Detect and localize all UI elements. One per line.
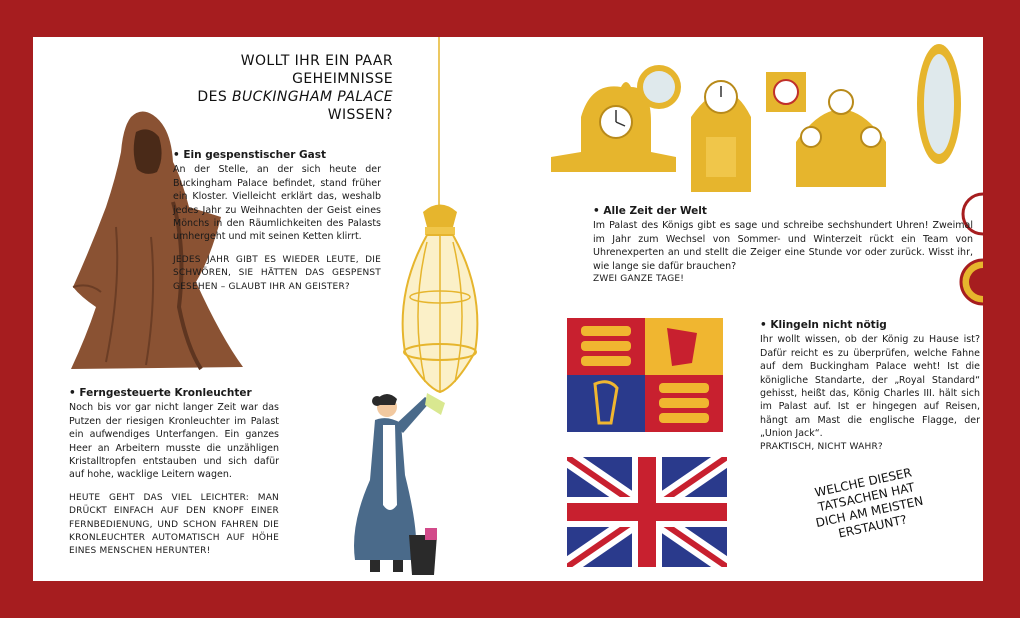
title-line-2: DES BUCKINGHAM PALACE WISSEN?	[197, 89, 393, 123]
royal-standard-flag	[567, 318, 723, 432]
clocks-section	[593, 205, 973, 286]
clocks-caps: ZWEI GANZE TAGE!	[593, 274, 685, 285]
maid-illustration	[345, 385, 455, 580]
flags-body: Ihr wollt wissen, ob der König zu Hause ist? Dafür reicht es zu überprüfen, welche Fahne auf dem Buckingham Palace weht! Ist die königliche Standarte, der „Royal Standard“ gehisst, heißt das, König Charles III. hält sich im Palast auf. Ist er hingegen auf Reisen, hängt am Mast die englische Flagge, der „Union Jack“.	[760, 334, 980, 440]
book-spread	[33, 37, 983, 581]
chandelier-heading: • Ferngesteuerte Kronleuchter	[69, 387, 252, 399]
flags-caps: PRAKTISCH, NICHT WAHR?	[760, 441, 883, 452]
ghost-body: An der Stelle, an der sich heute der Buckingham Palace befindet, stand früher ein Kloster. Vielleicht erklärt das, weshalb jedes Jahr zu Weihnachten der Geist eines Mönchs in den Räumlichkeiten des Palasts umhergeht und mit seinen Ketten klirrt.	[173, 164, 381, 243]
clocks-heading: • Alle Zeit der Welt	[593, 205, 707, 217]
ghost-section	[173, 149, 381, 294]
clocks-illustration	[541, 42, 961, 227]
ghost-heading: • Ein gespenstischer Gast	[173, 149, 327, 161]
title-line-1: WOLLT IHR EIN PAAR GEHEIMNISSE	[240, 53, 393, 87]
chandelier-caps: HEUTE GEHT DAS VIEL LEICHTER: MAN DRÜCKT EINFACH AUF DEN KNOPF EINER FERNBEDIENUNG, UND SCHON FAHREN DIE KRONLEUCHTER AUTOMATISCH AUF HÖHE EINES MENSCHEN HERUNTER!	[69, 492, 279, 557]
chandelier-chain	[435, 37, 443, 207]
chandelier-body: Noch bis vor gar nicht langer Zeit war das Putzen der riesigen Kronleuchter im Palast ein aufwendiges Unterfangen. Ein ganzes Heer an Arbeitern musste die unzähligen Kristalltropfen entstauben und sich dafür auf hohe, wacklige Leitern wagen.	[69, 402, 279, 481]
flags-section	[760, 319, 980, 454]
title-italic: BUCKINGHAM PALACE	[231, 89, 393, 105]
chandelier-illustration	[385, 202, 495, 402]
chandelier-section	[69, 387, 279, 559]
closing-question: WELCHE DIESER TATSACHEN HAT DICH AM MEISTEN ERSTAUNT?	[813, 465, 925, 541]
clocks-body: Im Palast des Königs gibt es sage und schreibe sechshundert Uhren! Zweimal im Jahr zum Wechsel von Sommer- und Winterzeit rückt ein Team von Uhrenexperten an und stellt die Zeiger eine Stunde vor oder zurück. Wisst ihr, wie lange sie dafür brauchen?	[593, 220, 973, 272]
flags-heading: • Klingeln nicht nötig	[760, 319, 887, 331]
union-jack-flag	[567, 457, 727, 567]
ghost-caps: JEDES JAHR GIBT ES WIEDER LEUTE, DIE SCHWÖREN, SIE HÄTTEN DAS GESPENST GESEHEN – GLAUBT IHR AN GEISTER?	[173, 254, 381, 292]
